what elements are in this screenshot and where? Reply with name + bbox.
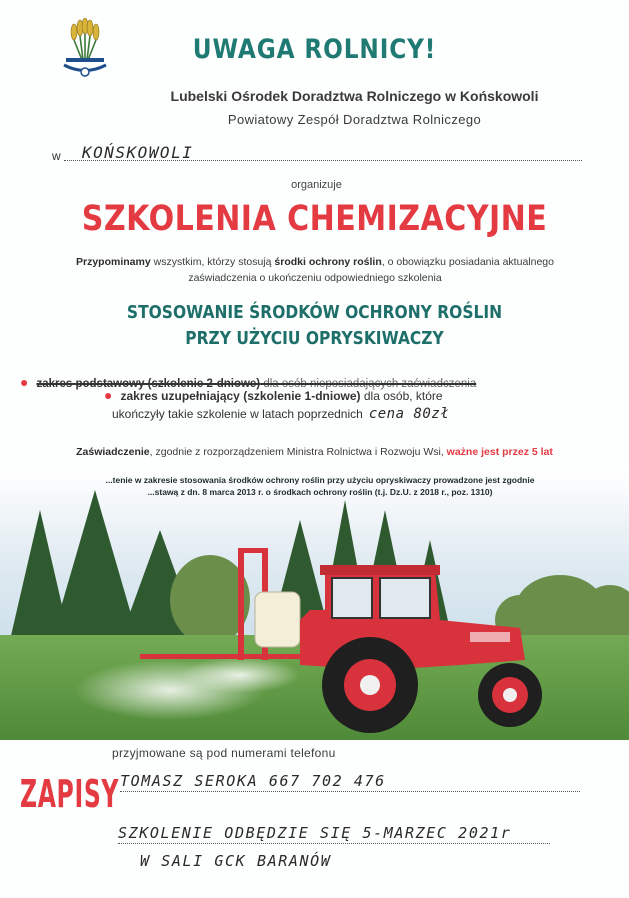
price-handwritten: cena 80zł [368,406,450,422]
reminder-lead: Przypominamy [76,256,151,268]
venue-handwritten: W SALI GCK BARANÓW [140,852,332,870]
contact-handwritten: TOMASZ SEROKA 667 702 476 [120,772,386,790]
date-handwritten: SZKOLENIE ODBĘDZIE SIĘ 5-MARZEC 2021r [118,824,512,842]
option-basic-bold: zakres podstawowy (szkolenie 2-dniowe) [36,378,261,390]
reminder-part2: , o obowiązku posiadania aktualnego zaświadczenia o ukończeniu odpowiedniego szkolenia [188,256,554,284]
venue-line [140,852,380,876]
option-supplementary-line2: ukończyły takie szkolenie w latach poprzednich [112,407,363,421]
dotted-line [120,791,580,792]
option-supplementary-rest: dla osób, które [360,389,443,403]
course-title-line2: PRZY UŻYCIU OPRYSKIWACZY [185,328,444,349]
reminder-text [60,254,570,286]
option-supplementary [104,386,574,423]
bullet-icon: ● [20,374,29,390]
bullet-icon: ● [104,387,113,403]
event-title: SZKOLENIA CHEMIZACYJNE [81,199,548,239]
option-basic-rest: dla osób nieposiadających zaświadczenia [260,378,477,390]
date-line [118,824,550,848]
certificate-validity: ważne jest przez 5 lat [446,446,553,458]
contact-line [120,772,580,796]
course-title-line1: STOSOWANIE ŚRODKÓW OCHRONY ROŚLIN [126,302,503,323]
signup-label: ZAPISY [20,772,120,816]
reminder-bold2: środki ochrony roślin [274,256,382,268]
legal-note-line2: ...stawą z dn. 8 marca 2013 r. o środkach ochrony roślin (t.j. Dz.U. z 2018 r., poz. 1310) [147,487,493,497]
team-name: Powiatowy Zespół Doradztwa Rolniczego [227,112,482,127]
option-supplementary-bold: zakres uzupełniający (szkolenie 1-dniowe) [120,389,361,403]
place-handwritten: KOŃSKOWOLI [82,143,194,162]
place-line [52,143,582,167]
legal-note-line1: ...tenie w zakresie stosowania środków ochrony roślin przy użyciu opryskiwaczy prowadzone jest zgodnie [105,475,535,485]
certificate-lead: Zaświadczenie [76,446,150,458]
poster-title: UWAGA ROLNICY! [192,34,437,65]
place-prefix: w [52,149,61,163]
organization-name: Lubelski Ośrodek Doradztwa Rolniczego w Końskowoli [170,88,539,104]
tractor-sprayer-photo [0,470,629,740]
dotted-line [118,843,550,844]
phones-label: przyjmowane są pod numerami telefonu [112,746,336,760]
certificate-middle: , zgodnie z rozporządzeniem Ministra Rolnictwa i Rozwoju Wsi, [149,446,447,458]
legal-note [60,474,580,498]
reminder-part1: wszystkim, którzy stosują [150,256,275,268]
certificate-note [0,446,629,458]
organizes-label: organizuje [291,179,342,191]
